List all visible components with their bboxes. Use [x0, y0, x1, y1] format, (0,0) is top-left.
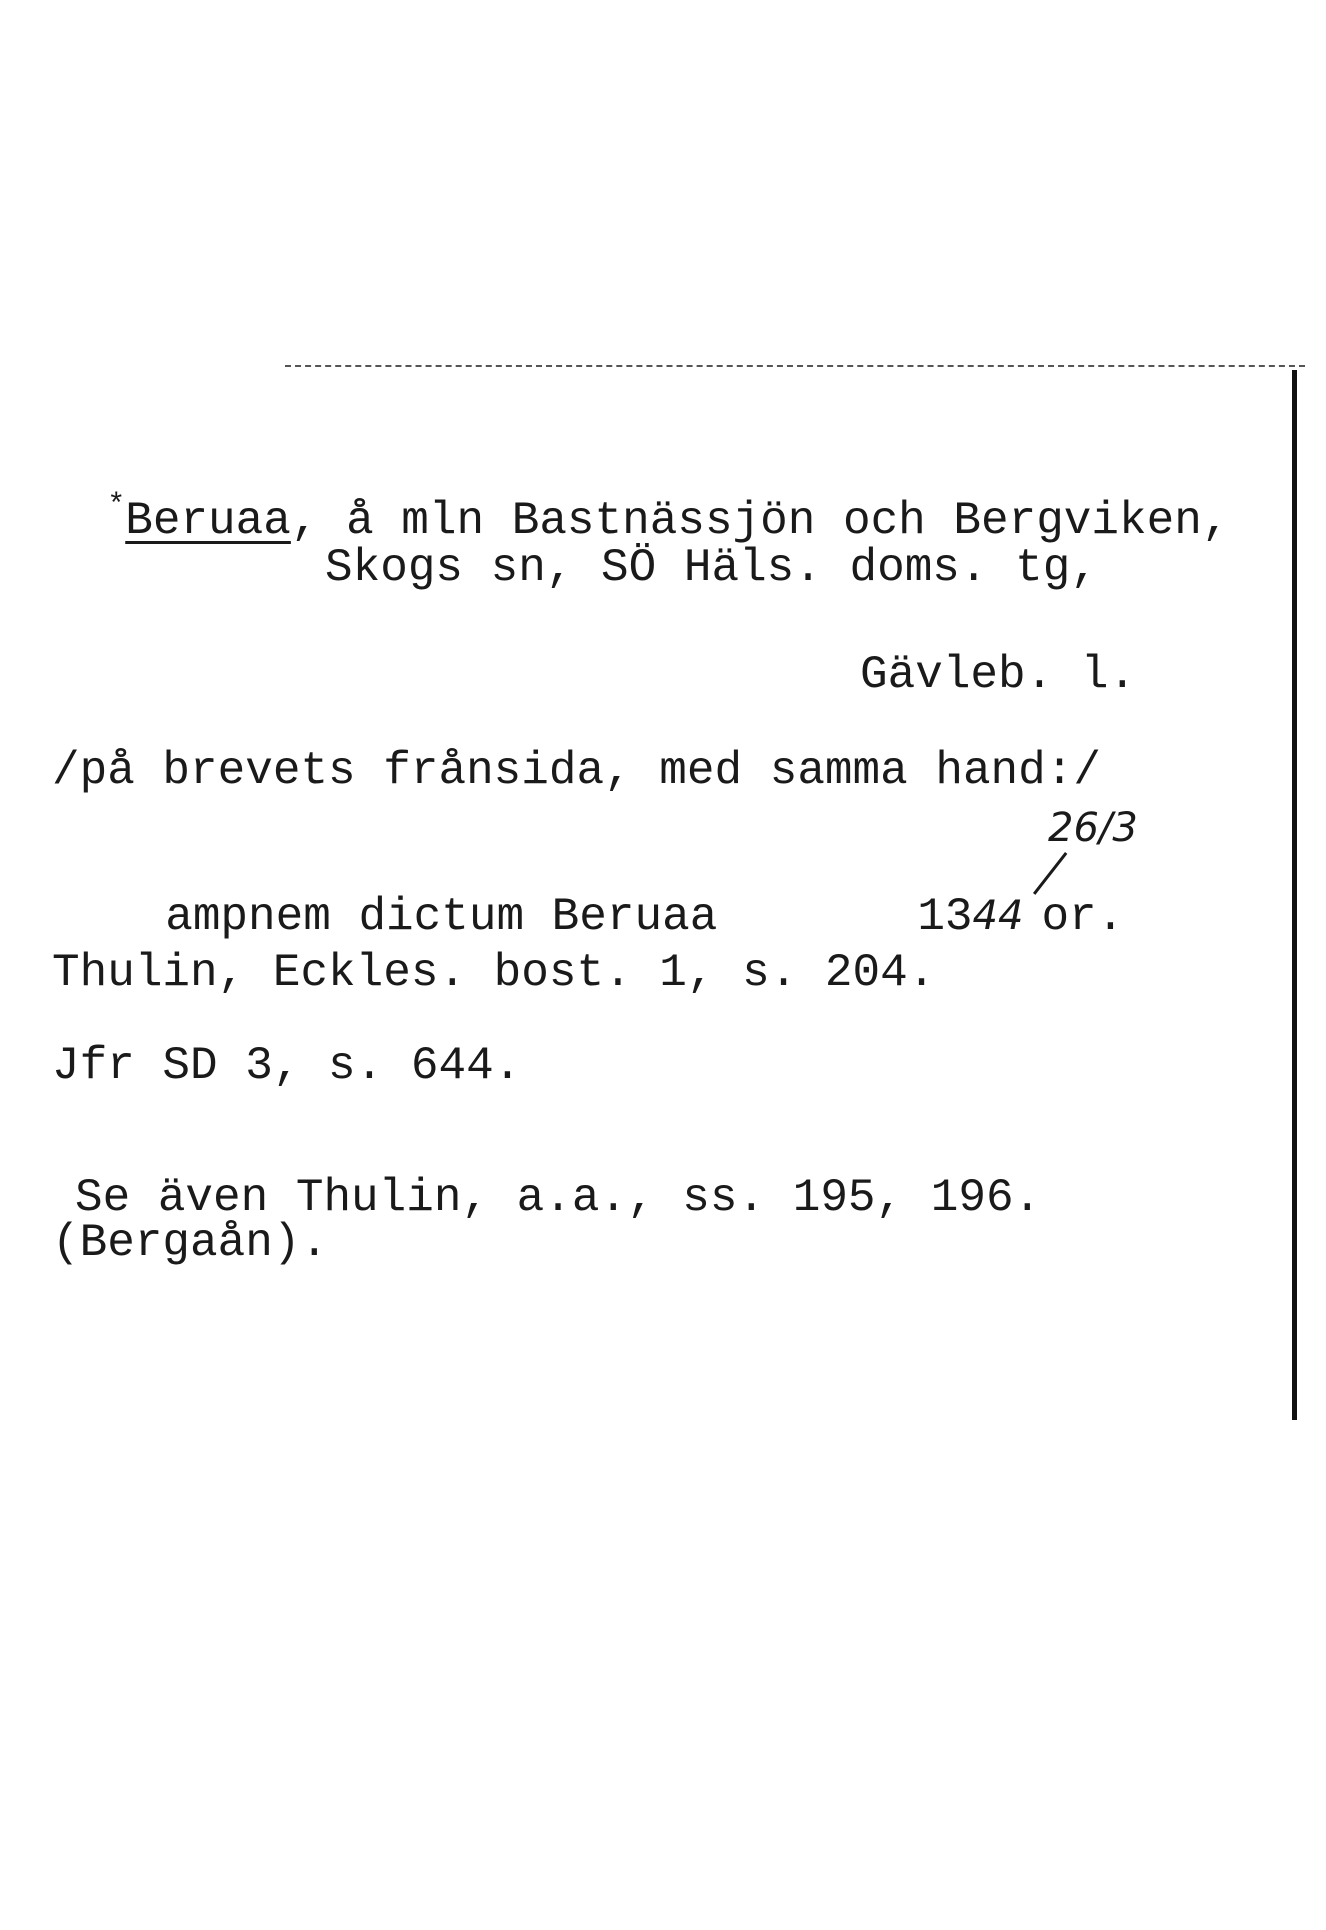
quote-year-handwritten: 44 [972, 893, 1024, 939]
handwritten-date: 26/3 [1048, 805, 1138, 851]
quote-line [110, 848, 1125, 943]
quote-year-prefix: 13 [917, 891, 973, 943]
parish-line: Skogs sn, SÖ Häls. doms. tg, [325, 542, 1098, 594]
reference-thulin: Thulin, Eckles. bost. 1, s. 204. [52, 947, 936, 999]
card-top-rule [285, 365, 1305, 367]
province-line: Gävleb. l. [860, 649, 1137, 701]
entry-headline [52, 445, 1230, 547]
asterisk-mark: * [107, 489, 126, 523]
see-also-continuation: (Bergaån). [52, 1217, 329, 1269]
headline-location: , å mln Bastnässjön och Bergviken, [290, 495, 1230, 547]
quote-year-suffix: or. [1041, 891, 1125, 943]
reference-sd: Jfr SD 3, s. 644. [52, 1040, 522, 1092]
quote-text: ampnem dictum Beruaa [165, 891, 718, 943]
card-right-border [1292, 370, 1297, 1420]
see-also-line: Se även Thulin, a.a., ss. 195, 196. [75, 1172, 1042, 1224]
headword: Beruaa [125, 495, 291, 547]
source-note-line: /på brevets frånsida, med samma hand:/ [52, 745, 1101, 797]
